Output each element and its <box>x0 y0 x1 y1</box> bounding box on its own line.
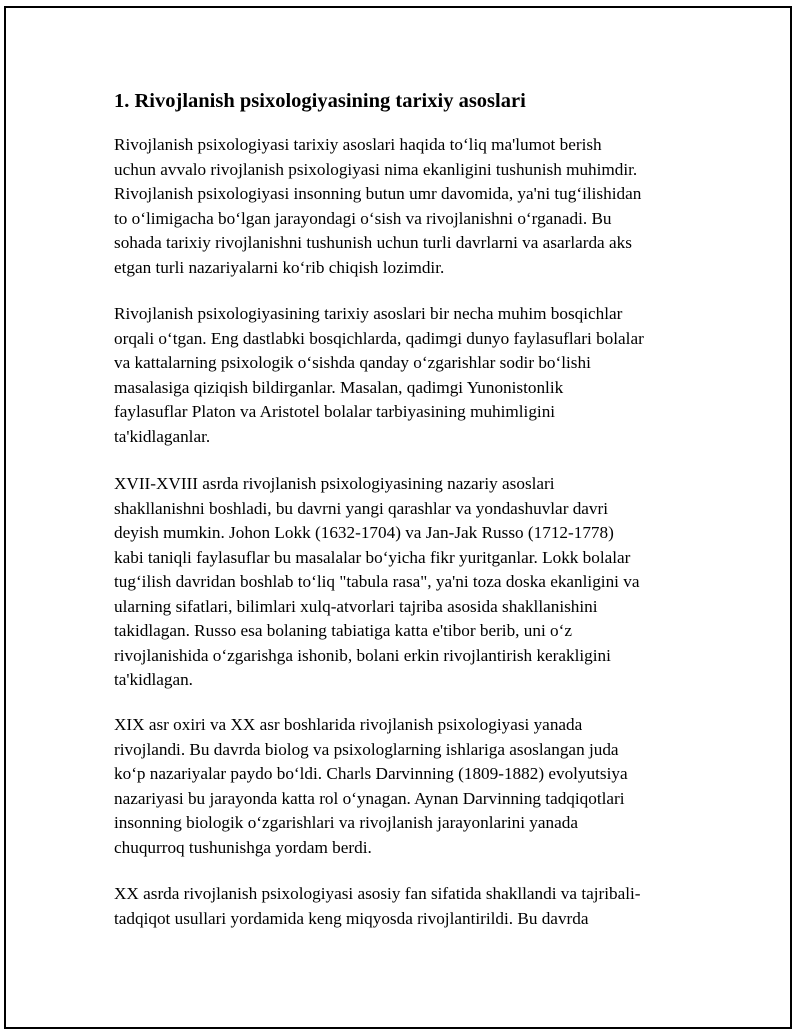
text-line: ta'kidlaganlar. <box>114 426 211 446</box>
text-line: Rivojlanish psixologiyasi insonning butun umr davomida, ya'ni tug‘ilishidan <box>114 184 642 203</box>
paragraph-4 <box>114 713 628 860</box>
text-line: XIX asr oxiri va XX asr boshlarida rivojlanish psixologiyasi yanada <box>114 715 583 734</box>
text-line: takidlagan. Russo esa bolaning tabiatiga katta e'tibor berib, uni o‘z <box>114 621 572 640</box>
text-line: deyish mumkin. Johon Lokk (1632-1704) va Jan-Jak Russo (1712-1778) <box>114 523 614 542</box>
text-line: Rivojlanish psixologiyasining tarixiy asoslari bir necha muhim bosqichlar <box>114 304 623 323</box>
text-line: ularning sifatlari, bilimlari xulq-atvorlari tajriba asosida shakllanishini <box>114 596 598 616</box>
text-line: orqali o‘tgan. Eng dastlabki bosqichlarda, qadimgi dunyo faylasuflari bolalar <box>114 328 644 348</box>
text-line: ko‘p nazariyalar paydo bo‘ldi. Charls Darvinning (1809-1882) evolyutsiya <box>114 764 628 783</box>
text-line: uchun avvalo rivojlanish psixologiyasi nima ekanligini tushunish muhimdir. <box>114 159 638 179</box>
paragraph-1 <box>114 133 641 280</box>
text-line: chuqurroq tushunishga yordam berdi. <box>114 837 372 857</box>
text-line: tug‘ilish davridan boshlab to‘liq "tabula rasa", ya'ni toza doska ekanligini va <box>114 572 640 591</box>
text-line: etgan turli nazariyalarni ko‘rib chiqish lozimdir. <box>114 257 445 277</box>
text-line: va kattalarning psixologik o‘sishda qanday o‘zgarishlar sodir bo‘lishi <box>114 353 591 372</box>
text-line: XX asrda rivojlanish psixologiyasi asosiy fan sifatida shakllandi va tajribali- <box>114 884 641 903</box>
text-line: nazariyasi bu jarayonda katta rol o‘ynagan. Aynan Darvinning tadqiqotlari <box>114 788 625 808</box>
text-line: tadqiqot usullari yordamida keng miqyosda rivojlantirildi. Bu davrda <box>114 908 589 928</box>
paragraph-5 <box>114 882 641 931</box>
text-line: ta'kidlagan. <box>114 670 193 689</box>
text-line: to o‘limigacha bo‘lgan jarayondagi o‘sish va rivojlanishni o‘rganadi. Bu <box>114 208 612 228</box>
paragraph-2 <box>114 302 644 449</box>
text-line: rivojlandi. Bu davrda biolog va psixologlarning ishlariga asoslangan juda <box>114 739 619 759</box>
text-line: Rivojlanish psixologiyasi tarixiy asoslari haqida to‘liq ma'lumot berish <box>114 135 602 154</box>
paragraph-3 <box>114 472 639 693</box>
text-line: shakllanishni boshladi, bu davrni yangi qarashlar va yondashuvlar davri <box>114 498 609 518</box>
text-line: faylasuflar Platon va Aristotel bolalar tarbiyasining muhimligini <box>114 402 556 421</box>
text-line: rivojlanishida o‘zgarishga ishonib, bolani erkin rivojlantirish kerakligini <box>114 645 611 665</box>
text-line: insonning biologik o‘zgarishlari va rivojlanish jarayonlarini yanada <box>114 813 578 832</box>
text-line: kabi taniqli faylasuflar bu masalalar bo‘yicha fikr yuritganlar. Lokk bolalar <box>114 547 631 567</box>
section-heading: 1. Rivojlanish psixologiyasining tarixiy asoslari <box>114 90 526 112</box>
text-line: XVII-XVIII asrda rivojlanish psixologiyasining nazariy asoslari <box>114 474 555 493</box>
text-line: sohada tarixiy rivojlanishni tushunish uchun turli davrlarni va asarlarda aks <box>114 233 632 252</box>
text-line: masalasiga qiziqish bildirganlar. Masalan, qadimgi Yunonistonlik <box>114 377 564 397</box>
